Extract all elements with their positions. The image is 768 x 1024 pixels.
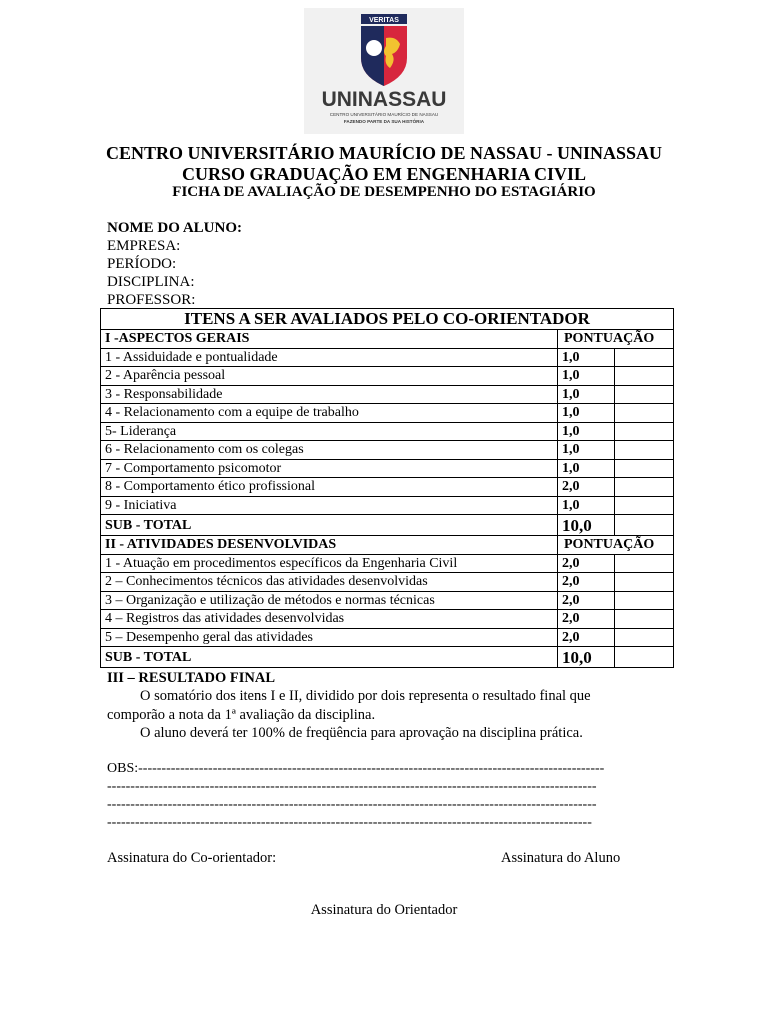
table-row [101,422,674,441]
uninassau-logo [304,8,464,134]
item-label: 3 – Organização e utilização de métodos e normas técnicas [101,591,558,610]
obs-line-4[interactable]: -------------------------------------------------------------------------------------------------------- [107,815,592,830]
logo-subtitle: CENTRO UNIVERSITÁRIO MAURÍCIO DE NASSAU [329,112,439,117]
item-label: 9 - Iniciativa [101,496,558,515]
result-paragraph-line2: comporão a nota da 1ª avaliação da disciplina. [107,707,376,723]
course-title: CURSO GRADUAÇÃO EM ENGENHARIA CIVIL [181,164,587,184]
grade-cell[interactable] [615,573,674,592]
grade-cell[interactable] [615,496,674,515]
institution-title: CENTRO UNIVERSITÁRIO MAURÍCIO DE NASSAU - UNINASSAU [105,143,663,163]
subtotal-label: SUB - TOTAL [101,515,558,536]
table-row [101,591,674,610]
grade-cell[interactable] [615,515,674,536]
table-title: ITENS A SER AVALIADOS PELO CO-ORIENTADOR [101,309,674,330]
item-label: 1 - Assiduidade e pontualidade [101,348,558,367]
item-label: 4 - Relacionamento com a equipe de trabalho [101,404,558,423]
section1-header-row [101,330,674,349]
table-row [101,404,674,423]
item-label: 2 – Conhecimentos técnicos das atividades desenvolvidas [101,573,558,592]
result-title: III – RESULTADO FINAL [107,670,276,686]
logo-motto: VERITAS [369,17,399,24]
section1-score-header: PONTUAÇÃO [558,330,674,349]
evaluation-table [100,308,674,668]
table-row [101,496,674,515]
table-row [101,459,674,478]
item-label: 2 - Aparência pessoal [101,367,558,386]
obs-line-2[interactable]: --------------------------------------------------------------------------------------------------------- [107,779,597,794]
item-score: 1,0 [558,348,615,367]
table-row [101,628,674,647]
table-row [101,573,674,592]
section2-header-row [101,536,674,555]
table-row [101,385,674,404]
grade-cell[interactable] [615,647,674,668]
section2-header: II - ATIVIDADES DESENVOLVIDAS [101,536,558,555]
grade-cell[interactable] [615,441,674,460]
grade-cell[interactable] [615,367,674,386]
item-score: 1,0 [558,404,615,423]
item-score: 1,0 [558,385,615,404]
subtotal-score: 10,0 [558,515,615,536]
item-score: 1,0 [558,422,615,441]
item-score: 2,0 [558,554,615,573]
item-score: 2,0 [558,610,615,629]
item-score: 2,0 [558,628,615,647]
section1-subtotal-row [101,515,674,536]
grade-cell[interactable] [615,404,674,423]
discipline-label: DISCIPLINA: [107,274,195,290]
item-score: 2,0 [558,478,615,497]
item-label: 5- Liderança [101,422,558,441]
advisor-signature-label: Assinatura do Orientador [310,902,458,918]
table-row [101,478,674,497]
form-title: FICHA DE AVALIAÇÃO DE DESEMPENHO DO ESTAGIÁRIO [172,184,596,200]
logo-tagline: FAZENDO PARTE DA SUA HISTÓRIA [343,119,425,124]
item-label: 7 - Comportamento psicomotor [101,459,558,478]
grade-cell[interactable] [615,591,674,610]
item-score: 2,0 [558,591,615,610]
section2-subtotal-row [101,647,674,668]
logo-name: UNINASSAU [321,88,447,111]
grade-cell[interactable] [615,478,674,497]
grade-cell[interactable] [615,610,674,629]
grade-cell[interactable] [615,554,674,573]
co-advisor-signature-label: Assinatura do Co-orientador: [107,850,277,866]
grade-cell[interactable] [615,459,674,478]
subtotal-label: SUB - TOTAL [101,647,558,668]
table-row [101,367,674,386]
grade-cell[interactable] [615,422,674,441]
item-label: 8 - Comportamento ético profissional [101,478,558,497]
item-score: 1,0 [558,441,615,460]
company-label: EMPRESA: [107,238,181,254]
student-name-label: NOME DO ALUNO: [107,220,242,236]
result-paragraph-line1: O somatório dos itens I e II, dividido por dois representa o resultado final que [140,688,591,704]
grade-cell[interactable] [615,628,674,647]
shield-emblem-icon [365,39,383,57]
grade-cell[interactable] [615,385,674,404]
item-score: 2,0 [558,573,615,592]
item-score: 1,0 [558,459,615,478]
item-label: 5 – Desempenho geral das atividades [101,628,558,647]
table-row [101,441,674,460]
table-row [101,348,674,367]
section1-header: I -ASPECTOS GERAIS [101,330,558,349]
item-score: 1,0 [558,496,615,515]
logo-graphic [304,8,464,134]
attendance-note: O aluno deverá ter 100% de freqüência para aprovação na disciplina prática. [140,725,583,741]
obs-line-1[interactable]: OBS:---------------------------------------------------------------------------------------------------- [107,761,605,776]
table-row [101,554,674,573]
item-label: 3 - Responsabilidade [101,385,558,404]
obs-line-3[interactable]: --------------------------------------------------------------------------------------------------------- [107,797,597,812]
item-score: 1,0 [558,367,615,386]
section2-score-header: PONTUAÇÃO [558,536,674,555]
item-label: 4 – Registros das atividades desenvolvidas [101,610,558,629]
item-label: 6 - Relacionamento com os colegas [101,441,558,460]
table-title-row [101,309,674,330]
item-label: 1 - Atuação em procedimentos específicos da Engenharia Civil [101,554,558,573]
table-row [101,610,674,629]
subtotal-score: 10,0 [558,647,615,668]
professor-label: PROFESSOR: [107,292,196,308]
grade-cell[interactable] [615,348,674,367]
period-label: PERÍODO: [107,256,177,272]
student-signature-label: Assinatura do Aluno [501,850,621,866]
